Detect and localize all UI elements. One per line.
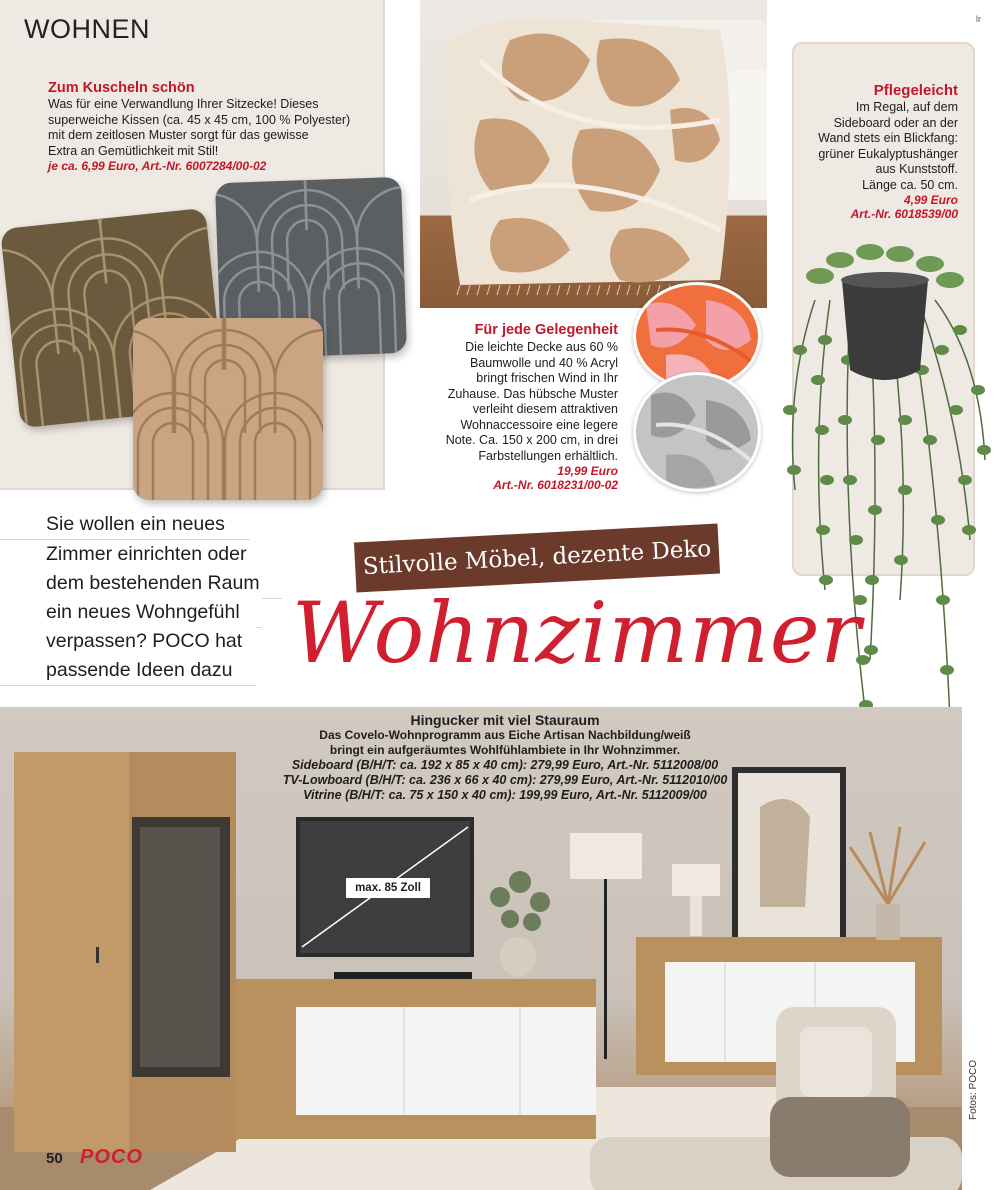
blanket-body-line: Zuhause. Das hübsche Muster bbox=[447, 386, 618, 401]
photo-credit: Fotos: POCO bbox=[968, 1060, 979, 1121]
tagline-banner: Stilvolle Möbel, dezente Deko bbox=[354, 524, 720, 593]
plant-article: Art.-Nr. 6018539/00 bbox=[850, 207, 958, 221]
blanket-swatch-grey bbox=[633, 372, 761, 492]
cushion-body-line: superweiche Kissen (ca. 45 x 45 cm, 100 % Polyester) bbox=[48, 112, 351, 127]
blanket-body-line: Farbstellungen erhältlich. bbox=[478, 448, 618, 463]
plant-text-block bbox=[800, 82, 958, 221]
blanket-body-line: bringt frischen Wind in Ihr bbox=[476, 371, 618, 385]
cushion-text-block bbox=[48, 80, 383, 173]
hanging-plant-image bbox=[770, 240, 1000, 760]
page-title: Wohnzimmer bbox=[292, 584, 862, 682]
intro-line: verpassen? POCO hat bbox=[0, 627, 256, 656]
intro-line: dem bestehenden Raum bbox=[0, 569, 282, 598]
room-body-line: Das Covelo-Wohnprogramm aus Eiche Artisan Nachbildung/weiß bbox=[319, 728, 691, 742]
cushion-headline: Zum Kuscheln schön bbox=[48, 80, 195, 96]
plant-body-line: Sideboard oder an der bbox=[833, 115, 958, 130]
room-body-line: bringt ein aufgeräumtes Wohlfühlambiete in Ihr Wohnzimmer. bbox=[329, 743, 681, 757]
blanket-price: 19,99 Euro bbox=[557, 464, 618, 478]
intro-line: ein neues Wohngefühl bbox=[0, 598, 262, 627]
blanket-text-block bbox=[428, 322, 618, 492]
arch-pattern-sand bbox=[133, 318, 323, 500]
cushion-body-line: Was für eine Verwandlung Ihrer Sitzecke! Dieses bbox=[48, 97, 319, 111]
plant-body-line: Wand stets ein Blickfang: bbox=[818, 131, 958, 145]
plant-body-line: aus Kunststoff. bbox=[875, 162, 958, 176]
plant-body-line: Im Regal, auf dem bbox=[855, 100, 958, 114]
room-text-block bbox=[280, 712, 730, 803]
blanket-body-line: Wohnaccessoire eine legere bbox=[460, 417, 618, 432]
intro-line: passende Ideen dazu bbox=[0, 656, 256, 685]
intro-line: Zimmer einrichten oder bbox=[0, 540, 278, 569]
cushion-body-line: Extra an Gemütlichkeit mit Stil! bbox=[48, 143, 219, 158]
swatch-pattern-grey bbox=[636, 375, 761, 492]
blanket-illustration bbox=[420, 0, 767, 308]
room-item-sideboard: Sideboard (B/H/T: ca. 192 x 85 x 40 cm): 279,99 Euro, Art.-Nr. 5112008/00 bbox=[291, 758, 719, 772]
blanket-body-line: Note. Ca. 150 x 200 cm, in drei bbox=[445, 433, 618, 447]
room-item-lowboard: TV-Lowboard (B/H/T: ca. 236 x 66 x 40 cm): 279,99 Euro, Art.-Nr. 5112010/00 bbox=[282, 773, 728, 787]
cushion-body-line: mit dem zeitlosen Muster sorgt für das gewisse bbox=[48, 128, 309, 142]
corner-mark: lr bbox=[976, 14, 981, 24]
plant-body-line: Länge ca. 50 cm. bbox=[862, 177, 958, 192]
plant-price: 4,99 Euro bbox=[903, 193, 958, 207]
room-headline: Hingucker mit viel Stauraum bbox=[410, 712, 600, 728]
page-number: 50 bbox=[46, 1150, 63, 1167]
brand-logo: POCO bbox=[80, 1146, 143, 1168]
section-title: WOHNEN bbox=[24, 14, 150, 44]
blanket-article: Art.-Nr. 6018231/00-02 bbox=[493, 478, 618, 492]
cushion-price: je ca. 6,99 Euro, Art.-Nr. 6007284/00-02 bbox=[48, 159, 267, 173]
blanket-photo bbox=[420, 0, 767, 308]
intro-line: Sie wollen ein neues bbox=[0, 510, 250, 539]
plant-body-line: grüner Eukalyptushänger bbox=[818, 146, 958, 161]
blanket-body-line: Die leichte Decke aus 60 % bbox=[465, 340, 618, 354]
blanket-body-line: Baumwolle und 40 % Acryl bbox=[470, 355, 618, 370]
cushion-sand-image bbox=[133, 318, 323, 500]
room-item-vitrine: Vitrine (B/H/T: ca. 75 x 150 x 40 cm): 199,99 Euro, Art.-Nr. 5112009/00 bbox=[303, 788, 707, 802]
tv-size-label: max. 85 Zoll bbox=[346, 878, 430, 898]
blanket-headline: Für jede Gelegenheit bbox=[474, 322, 618, 338]
blanket-body-line: verleiht diesem attraktiven bbox=[472, 402, 618, 416]
plant-headline: Pflegeleicht bbox=[873, 82, 958, 99]
